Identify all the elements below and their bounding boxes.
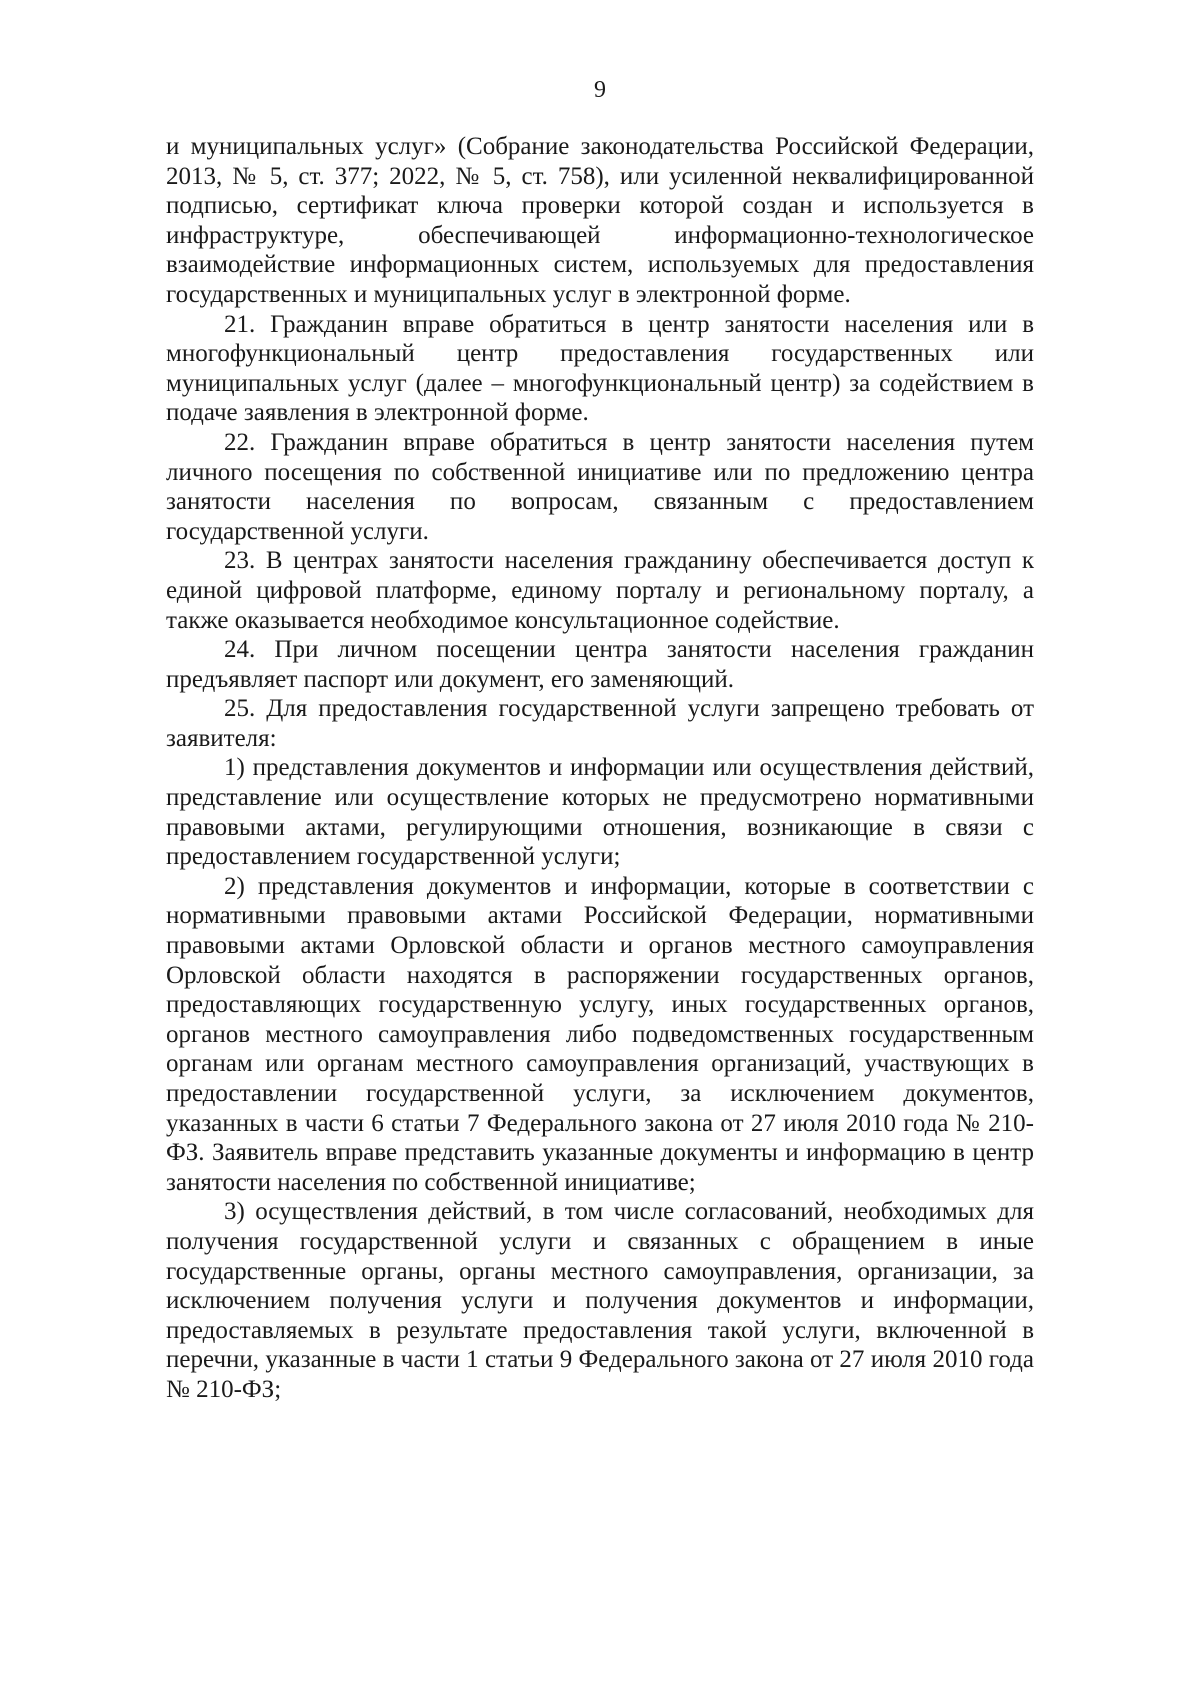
paragraph-21: 21. Гражданин вправе обратиться в центр занятости населения или в многофункциональный центр предоставления государственных или муниципальных услуг (далее – многофункциональный центр) за содействием в подаче заявления в электронной форме. — [166, 310, 1034, 427]
paragraph-24: 24. При личном посещении центра занятости населения гражданин предъявляет паспорт или документ, его заменяющий. — [166, 636, 1034, 693]
paragraph-25: 25. Для предоставления государственной услуги запрещено требовать от заявителя: — [166, 695, 1034, 752]
paragraph-continuation: и муниципальных услуг» (Собрание законодательства Российской Федерации, 2013, № 5, ст. 377; 2022, № 5, ст. 758), или усиленной неквалифицированной подписью, сертификат ключа проверки которой создан и используется в инфраструктуре, обеспечивающей информационно-технологическое взаимодействие информационных систем, используемых для предоставления государственных и муниципальных услуг в электронной форме. — [166, 133, 1034, 308]
paragraph-23: 23. В центрах занятости населения гражданину обеспечивается доступ к единой цифровой платформе, единому порталу и региональному порталу, а также оказывается необходимое консультационное содействие. — [166, 547, 1034, 634]
page-number: 9 — [594, 77, 606, 103]
list-item-1: 1) представления документов и информации или осуществления действий, представление или осуществление которых не предусмотрено нормативными правовыми актами, регулирующими отношения, возникающие в связи с предоставлением государственной услуги; — [166, 754, 1034, 871]
list-item-2: 2) представления документов и информации, которые в соответствии с нормативными правовыми актами Российской Федерации, нормативными правовыми актами Орловской области и органов местного самоуправления Орловской области находятся в распоряжении государственных органов, предоставляющих государственную услугу, иных государственных органов, органов местного самоуправления либо подведомственных государственным органам или органам местного самоуправления организаций, участвующих в предоставлении государственной услуги, за исключением документов, указанных в части 6 статьи 7 Федерального закона от 27 июля 2010 года № 210-ФЗ. Заявитель вправе представить указанные документы и информацию в центр занятости населения по собственной инициативе; — [166, 872, 1034, 1196]
document-body — [166, 132, 1034, 1405]
list-item-3: 3) осуществления действий, в том числе согласований, необходимых для получения государственной услуги и связанных с обращением в иные государственные органы, органы местного самоуправления, организации, за исключением получения услуги и получения документов и информации, предоставляемых в результате предоставления такой услуги, включенной в перечни, указанные в части 1 статьи 9 Федерального закона от 27 июля 2010 года № 210-ФЗ; — [166, 1198, 1034, 1403]
paragraph-22: 22. Гражданин вправе обратиться в центр занятости населения путем личного посещения по собственной инициативе или по предложению центра занятости населения по вопросам, связанным с предоставлением государственной услуги. — [166, 428, 1034, 545]
